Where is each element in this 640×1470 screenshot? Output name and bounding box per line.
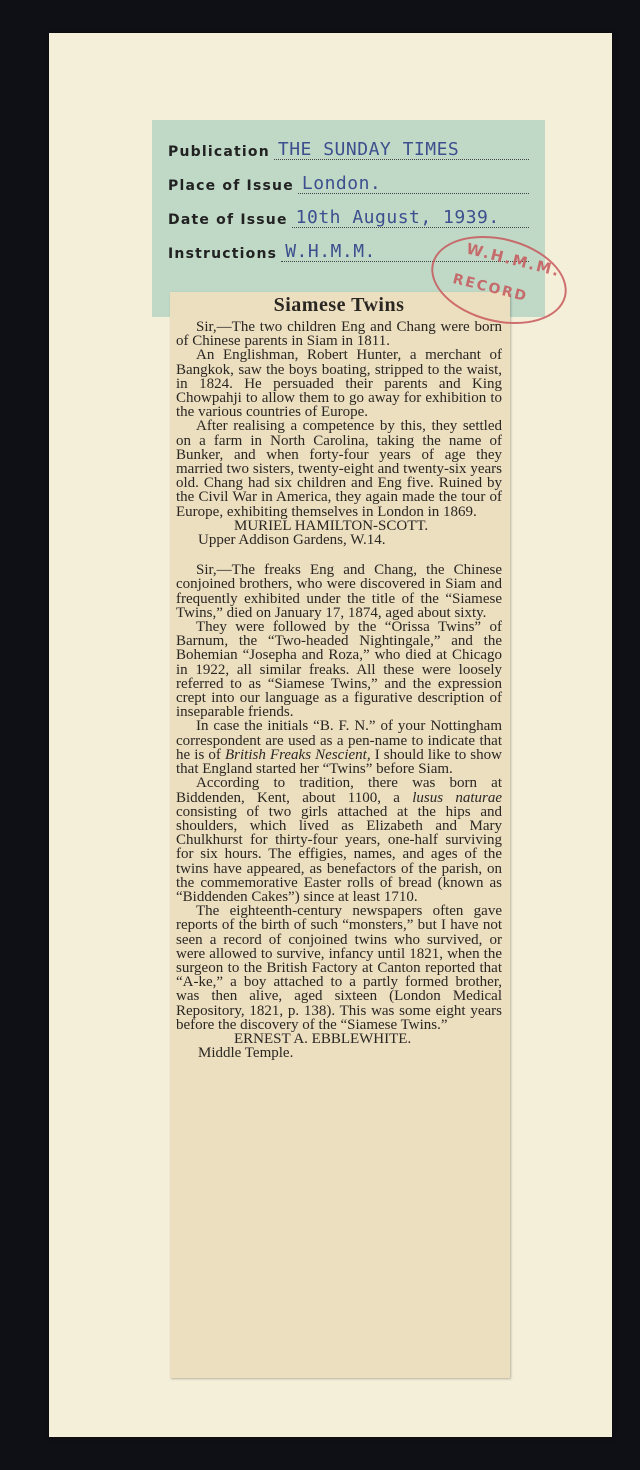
instructions-label: Instructions [168, 246, 278, 262]
italic-text: lusus naturae [412, 789, 502, 806]
letter2-paragraph: According to tradition, there was born at Biddenden, Kent, about 1100, a lusus naturae consisting of two girls attached at the hips and shoulders, which lived as Elizabeth and Mary Chulkhurst for thirty-four years, one-half surviving for six hours. The effigies, names, and ages of the twins have appeared, as benefactors of the parish, on the commemorative Easter rolls of bread (known as “Biddenden Cakes”) since at least 1710. [176, 775, 502, 905]
letter1-paragraph: An Englishman, Robert Hunter, a merchant of Bangkok, saw the boys boating, stripped to the waist, in 1824. He persuaded their parents and King Chowpahji to allow them to go away for exhibition to the various countries of Europe. [176, 347, 502, 421]
letter2-address: Middle Temple. [198, 1045, 294, 1062]
date-label: Date of Issue [168, 212, 288, 228]
publication-row [168, 134, 529, 160]
letter1-paragraph: After realising a competence by this, they settled on a farm in North Carolina, taking the name of Bunker, and when forty-four years of age they married two sisters, twenty-eight and twenty-six years old. Chang had six children and Eng five. Ruined by the Civil War in America, they again made the tour of Europe, exhibiting themselves in London in 1869. [176, 418, 502, 520]
letter2-paragraph: They were followed by the “Orissa Twins” of Barnum, the “Two-headed Nightingale,” and the Bohemian “Josepha and Roza,” who died at Chicago in 1922, all similar freaks. All these were loosely referred to as “Siamese Twins,” and the expression crept into our language as a figurative description of inseparable friends. [176, 619, 502, 721]
stamp-top-text: W.H.M.M. [464, 239, 563, 281]
date-value: 10th August, 1939. [295, 207, 500, 228]
letter1-address: Upper Addison Gardens, W.14. [198, 532, 386, 549]
place-value: London. [301, 173, 382, 194]
letter2-paragraph: In case the initials “B. F. N.” of your Nottingham correspondent are used as a pen-name to indicate that he is of British Freaks Nescient, I should like to show that England started her “Twins” before Siam. [176, 718, 502, 778]
publication-label: Publication [168, 144, 270, 160]
letter2-paragraph: The eighteenth-century newspapers often gave reports of the birth of such “monsters,” but I have not seen a record of conjoined twins who survived, or were allowed to survive, infancy until 1821, when the surgeon to the British Factory at Canton reported that “A-ke,” a boy attached to a partly formed brother, was then alive, aged sixteen (London Medical Repository, 1821, p. 138). This was some eight years before the discovery of the “Siamese Twins.” [176, 903, 502, 1033]
letter2-paragraph: Sir,—The freaks Eng and Chang, the Chinese conjoined brothers, who were discovered in Siam and frequently exhibited under the title of the “Siamese Twins,” died on January 17, 1874, aged about sixty. [176, 562, 502, 621]
stamp-bottom-text: RECORD [450, 271, 530, 306]
publication-value: THE SUNDAY TIMES [277, 139, 460, 160]
italic-text: British Freaks Nescient, [225, 746, 371, 763]
letter1-signature: MURIEL HAMILTON-SCOTT. [234, 517, 429, 534]
date-row [168, 202, 529, 228]
headline: Siamese Twins [273, 294, 405, 316]
instructions-value: W.H.M.M. [285, 241, 376, 262]
newspaper-clipping [170, 292, 510, 1378]
place-row [168, 168, 529, 194]
letter1-paragraph: Sir,—The two children Eng and Chang were born of Chinese parents in Siam in 1811. [176, 319, 502, 350]
place-label: Place of Issue [168, 178, 294, 194]
letter2-signature: ERNEST A. EBBLEWHITE. [234, 1030, 412, 1047]
